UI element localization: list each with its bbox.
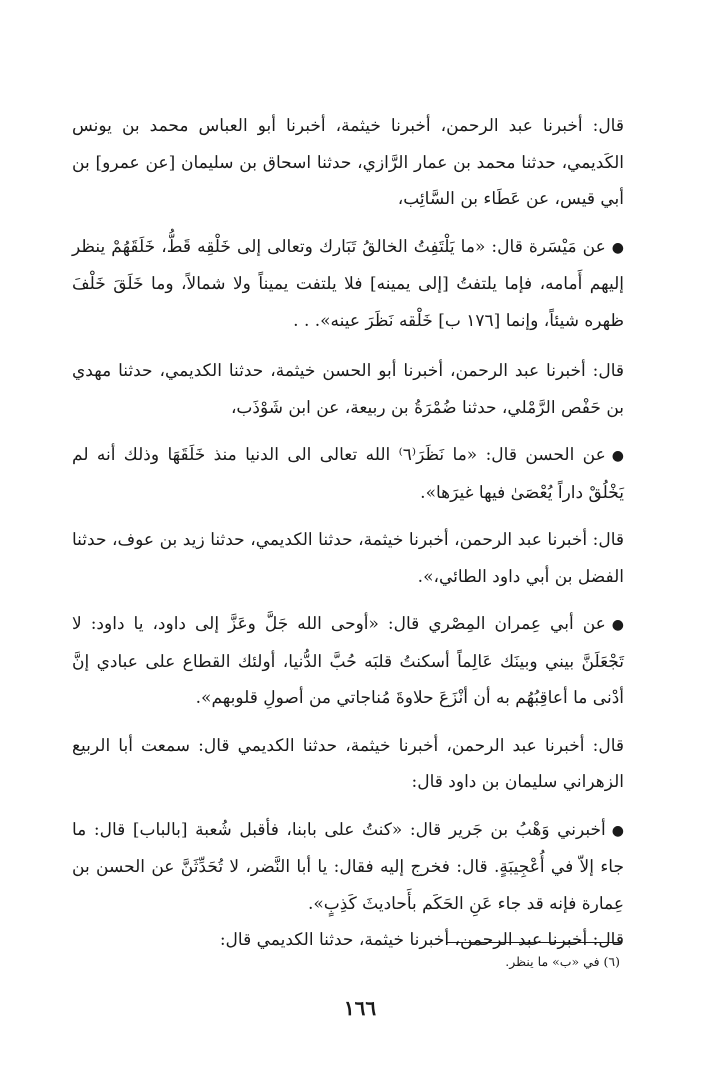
- bullet-icon: ●: [611, 822, 624, 839]
- bullet-icon: ●: [611, 239, 624, 256]
- hadith-paragraph-2: ●عن الحسن قال: «ما نَظَرَ⁽٦⁾ الله تعالى الى الدنيا منذ خَلَقَهَا وذلك أنه لم يَخْلُقْ داراً يُعْصَىٰ فيها غيرَها».: [72, 437, 624, 511]
- hadith-paragraph-3: ●عن أبي عِمران المِصْري قال: «أوحى الله جَلَّ وعَزَّ إلى داود، يا داود: لا تَجْعَلَنَّ بيني وبينَك عَالِماً أسكنتُ قلبَه حُبَّ الدُّنيا، أولئك القطاع على عبادي إنَّ أدْنى ما أعاقِبُهُم به أن أنْزَعَ حلاوةَ مُناجاتي من أصولِ قلوبهم».: [72, 606, 624, 717]
- page-number: ١٦٦: [343, 996, 377, 1020]
- isnad-paragraph-2: قال: أخبرنا عبد الرحمن، أخبرنا أبو الحسن خيثمة، حدثنا الكديمي، حدثنا مهدي بن حَفْص الرَّمْلي، حدثنا ضُمْرَةُ بن ربيعة، عن ابن شَوْذَب،: [72, 361, 624, 418]
- isnad-paragraph-4: قال: أخبرنا عبد الرحمن، أخبرنا خيثمة، حدثنا الكديمي قال: سمعت أبا الربيع الزهراني سليمان بن داود قال:: [72, 735, 624, 792]
- isnad-paragraph-1: قال: أخبرنا عبد الرحمن، أخبرنا خيثمة، أخبرنا أبو العباس محمد بن يونس الكَديمي، حدثنا محمد بن عمار الرَّازي، حدثنا اسحاق بن سليمان [عن عمرو] بن أبي قيس، عن عَطَاء بن السَّائِب،: [72, 116, 624, 209]
- page-body: [72, 108, 624, 959]
- footnote-divider: [447, 942, 622, 943]
- hadith-paragraph-4: ●أخبرني وَهْبُ بن جَرير قال: «كنتُ على بابنا، فأقبل شُعبة [بالباب] قال: ما جاء إلاّ في أُعْجِيبَةٍ. قال: فخرج إليه فقال: يا أبا النَّضر، لا تُحَدِّثَنَّ عن الحسن بن عِمارة فإنه قد جاء عَنِ الحَكَم بأَحاديثَ كَذِبٍ».: [72, 812, 624, 923]
- isnad-paragraph-3: قال: أخبرنا عبد الرحمن، أخبرنا خيثمة، حدثنا الكديمي، حدثنا زيد بن عوف، حدثنا الفضل بن أبي داود الطائي،».: [72, 530, 624, 587]
- isnad-paragraph-5: قال: أخبرنا عبد الرحمن، أخبرنا خيثمة، حدثنا الكديمي قال:: [219, 930, 624, 950]
- bullet-icon: ●: [611, 448, 624, 464]
- hadith-paragraph-1: ●عن مَيْسَرة قال: «ما يَلْتَفِتُ الخالقُ تَبَارك وتعالى إلى خَلْقِه قَطُّ، خَلَقَهُمْ ينظر إليهم أَمامه، فإما يلتفتُ [إلى يمينه] فلا يلتفت يميناً ولا شمالاً، وما خَلَقَ خَلْفَ ظهره شيئاً، وإنما [١٧٦ ب] خَلْقه نَظَرَ عينه». . .: [72, 229, 624, 340]
- bullet-icon: ●: [611, 617, 624, 633]
- footnote: (٦) في «ب» ما ينظر.: [505, 954, 620, 969]
